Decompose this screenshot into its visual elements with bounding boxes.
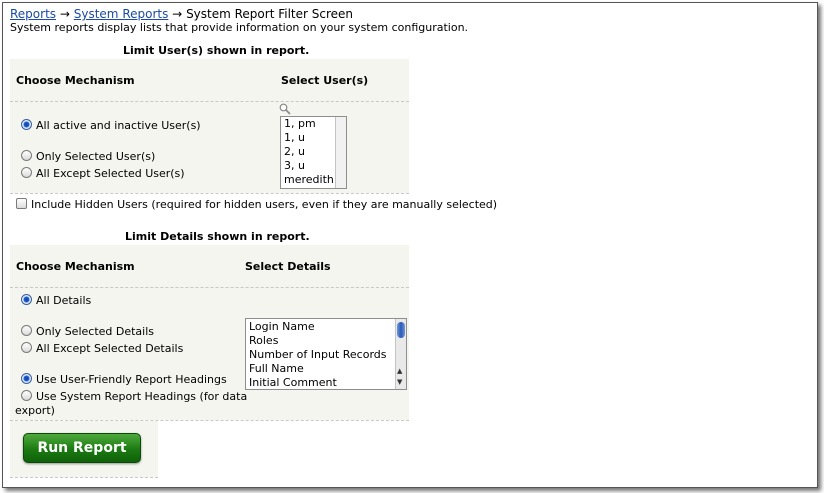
system-headings-label-cont: export) <box>15 404 55 417</box>
details-all-except-label: All Except Selected Details <box>36 342 184 355</box>
list-item[interactable]: 2, u <box>284 145 305 158</box>
divider <box>10 287 409 288</box>
details-only-selected-radio[interactable] <box>21 325 32 336</box>
details-scrollbar[interactable] <box>395 319 406 389</box>
list-item[interactable]: meredith <box>284 173 334 186</box>
breadcrumb-separator: → <box>172 7 183 21</box>
include-hidden-label: Include Hidden Users (required for hidden users, even if they are manually selected) <box>31 198 498 211</box>
breadcrumb-current: System Report Filter Screen <box>186 7 354 21</box>
list-item[interactable]: Full Name <box>249 362 304 375</box>
list-item[interactable]: Number of Input Records <box>249 348 387 361</box>
scrollbar-thumb[interactable] <box>397 322 405 338</box>
divider <box>10 193 409 194</box>
details-all-radio[interactable] <box>21 294 32 305</box>
details-section-title: Limit Details shown in report. <box>125 230 310 243</box>
users-all-radio[interactable] <box>21 119 32 130</box>
users-only-selected-label: Only Selected User(s) <box>36 150 156 163</box>
divider <box>10 477 158 478</box>
users-scrollbar[interactable] <box>335 117 346 188</box>
users-only-selected-radio[interactable] <box>21 150 32 161</box>
details-all-except-radio[interactable] <box>21 342 32 353</box>
scroll-up-arrow-icon[interactable]: ▲ <box>397 367 403 375</box>
divider <box>10 101 409 102</box>
details-all-label: All Details <box>36 294 92 307</box>
users-select-header: Select User(s) <box>281 74 369 87</box>
list-item[interactable]: Login Name <box>249 320 315 333</box>
breadcrumb <box>10 7 353 21</box>
list-item[interactable]: 1, u <box>284 131 305 144</box>
scroll-down-arrow-icon[interactable]: ▼ <box>397 378 403 386</box>
users-section-title: Limit User(s) shown in report. <box>123 44 310 57</box>
details-listbox[interactable] <box>245 318 407 390</box>
list-item[interactable]: 3, u <box>284 159 305 172</box>
page-description: System reports display lists that provide information on your system configuration. <box>10 21 469 34</box>
run-report-button[interactable]: Run Report <box>23 433 141 463</box>
details-mechanism-header: Choose Mechanism <box>16 260 135 273</box>
list-item[interactable]: Roles <box>249 334 279 347</box>
search-icon[interactable] <box>279 103 291 115</box>
users-all-except-label: All Except Selected User(s) <box>36 167 185 180</box>
user-friendly-headings-label: Use User-Friendly Report Headings <box>36 373 227 386</box>
breadcrumb-system-reports-link[interactable]: System Reports <box>73 7 169 21</box>
details-only-selected-label: Only Selected Details <box>36 325 155 338</box>
breadcrumb-separator: → <box>59 7 70 21</box>
system-headings-radio[interactable] <box>21 390 32 401</box>
system-headings-label: Use System Report Headings (for data <box>36 390 248 403</box>
list-item[interactable]: 1, pm <box>284 117 316 130</box>
breadcrumb-reports-link[interactable]: Reports <box>10 7 57 21</box>
users-all-label: All active and inactive User(s) <box>36 119 201 132</box>
list-item[interactable]: Initial Comment <box>249 376 337 389</box>
details-select-header: Select Details <box>245 260 331 273</box>
users-all-except-radio[interactable] <box>21 167 32 178</box>
users-listbox[interactable] <box>280 116 347 189</box>
include-hidden-checkbox[interactable] <box>16 198 27 209</box>
users-mechanism-header: Choose Mechanism <box>16 74 135 87</box>
user-friendly-headings-radio[interactable] <box>21 373 32 384</box>
